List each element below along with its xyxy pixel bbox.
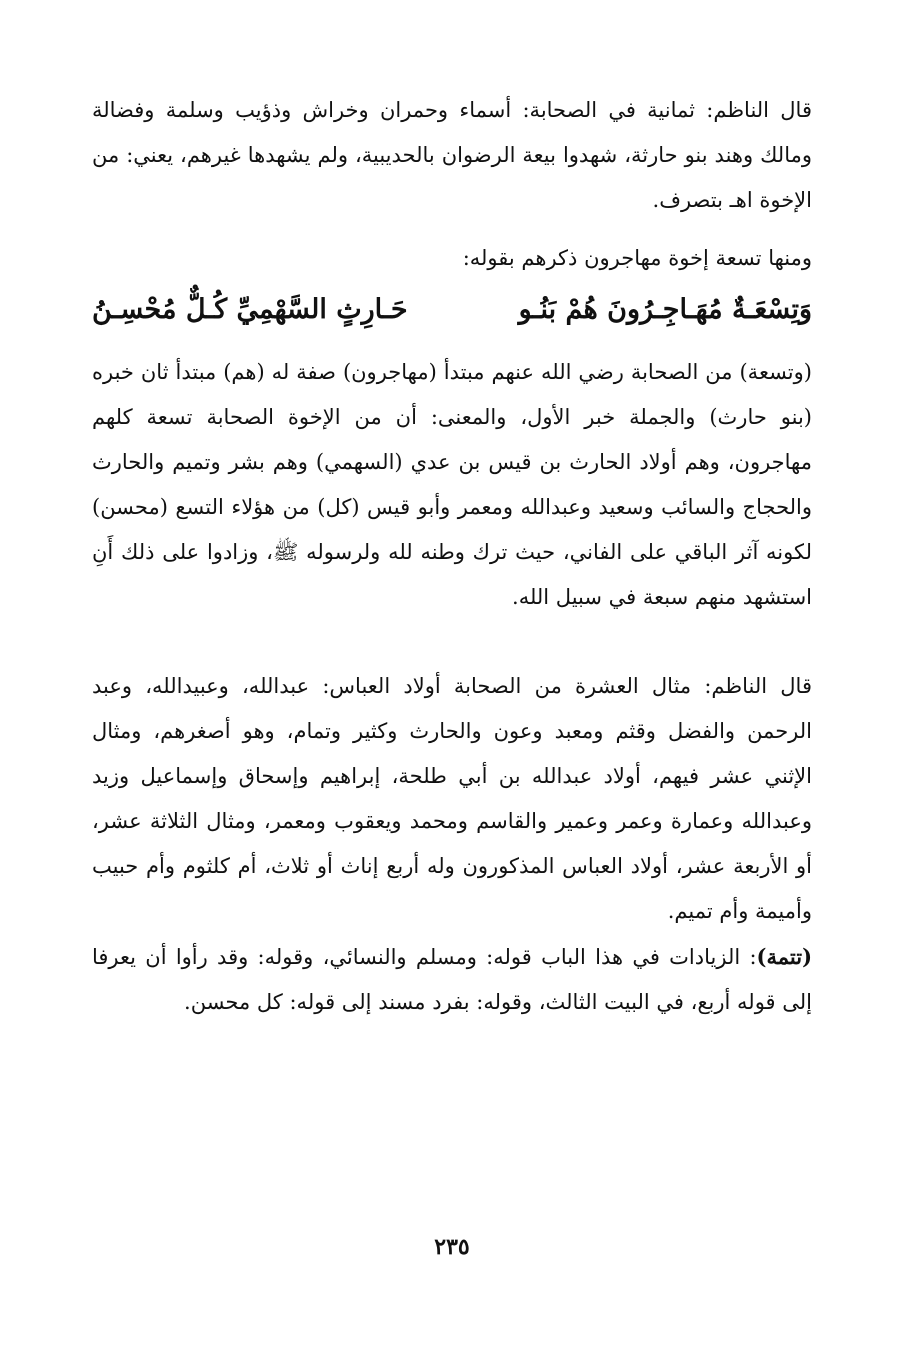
supplement-text: : الزيادات في هذا الباب قوله: ومسلم والنسائي، وقوله: وقد رأوا أن يعرفا إلى قوله أربع، في البيت الثالث، وقوله: بفرد مسند إلى قوله: كل محسن. <box>92 945 812 1014</box>
paragraph-nine-brothers-intro: ومنها تسعة إخوة مهاجرون ذكرهم بقوله: <box>462 246 812 270</box>
paragraph-nazim-eight-brothers: قال الناظم: ثمانية في الصحابة: أسماء وحمران وخراش وذؤيب وسلمة وفضالة ومالك وهند بنو حارثة، شهدوا بيعة الرضوان بالحديبية، ولم يشهدها غيرهم، يعني: من الإخوة اهـ بتصرف. <box>92 98 812 212</box>
verse-line <box>92 285 812 335</box>
verse-second-hemistich: حَـارِثٍ السَّهْمِيِّ كُـلٌّ مُحْسِـنُ <box>92 294 408 325</box>
verse-first-hemistich: وَتِسْعَـةٌ مُهَـاجِـرُونَ هُمْ بَنُـو <box>518 294 812 325</box>
page-number: ٢٣٥ <box>434 1234 470 1260</box>
paragraph-supplement <box>92 934 812 1025</box>
supplement-label: (تتمة) <box>756 944 812 969</box>
paragraph-nazim-ten-brothers: قال الناظم: مثال العشرة من الصحابة أولاد العباس: عبدالله، وعبيدالله، وعبد الرحمن والفضل وقثم ومعبد وعون والحارث وكثير وتمام، وهو أصغرهم، ومثال الإثني عشر فيهم، أولاد عبدالله بن أبي طلحة، إبراهيم وإسحاق وإسماعيل وزيد وعبدالله وعمارة وعمر وعمير والقاسم ومحمد ويعقوب ومعمر، ومثال الثلاثة عشر، أو الأربعة عشر، أولاد العباس المذكورون وله أربع إناث أو ثلاث، أم كلثوم وأم حبيب وأميمة وأم تميم. <box>92 674 812 923</box>
paragraph-verse-commentary: (وتسعة) من الصحابة رضي الله عنهم مبتدأ (مهاجرون) صفة له (هم) مبتدأ ثان خبره (بنو حارث) والجملة خبر الأول، والمعنى: أن من الإخوة الصحابة تسعة كلهم مهاجرون، وهم أولاد الحارث بن قيس بن عدي (السهمي) وهم بشر وتميم والحارث والحجاج والسائب وسعيد وعبدالله ومعمر وأبو قيس (كل) من هؤلاء التسع (محسن) لكونه آثر الباقي على الفاني، حيث ترك وطنه لله ولرسوله ﷺ، وزادوا على ذلك أَنِ استشهد منهم سبعة في سبيل الله. <box>92 360 812 609</box>
